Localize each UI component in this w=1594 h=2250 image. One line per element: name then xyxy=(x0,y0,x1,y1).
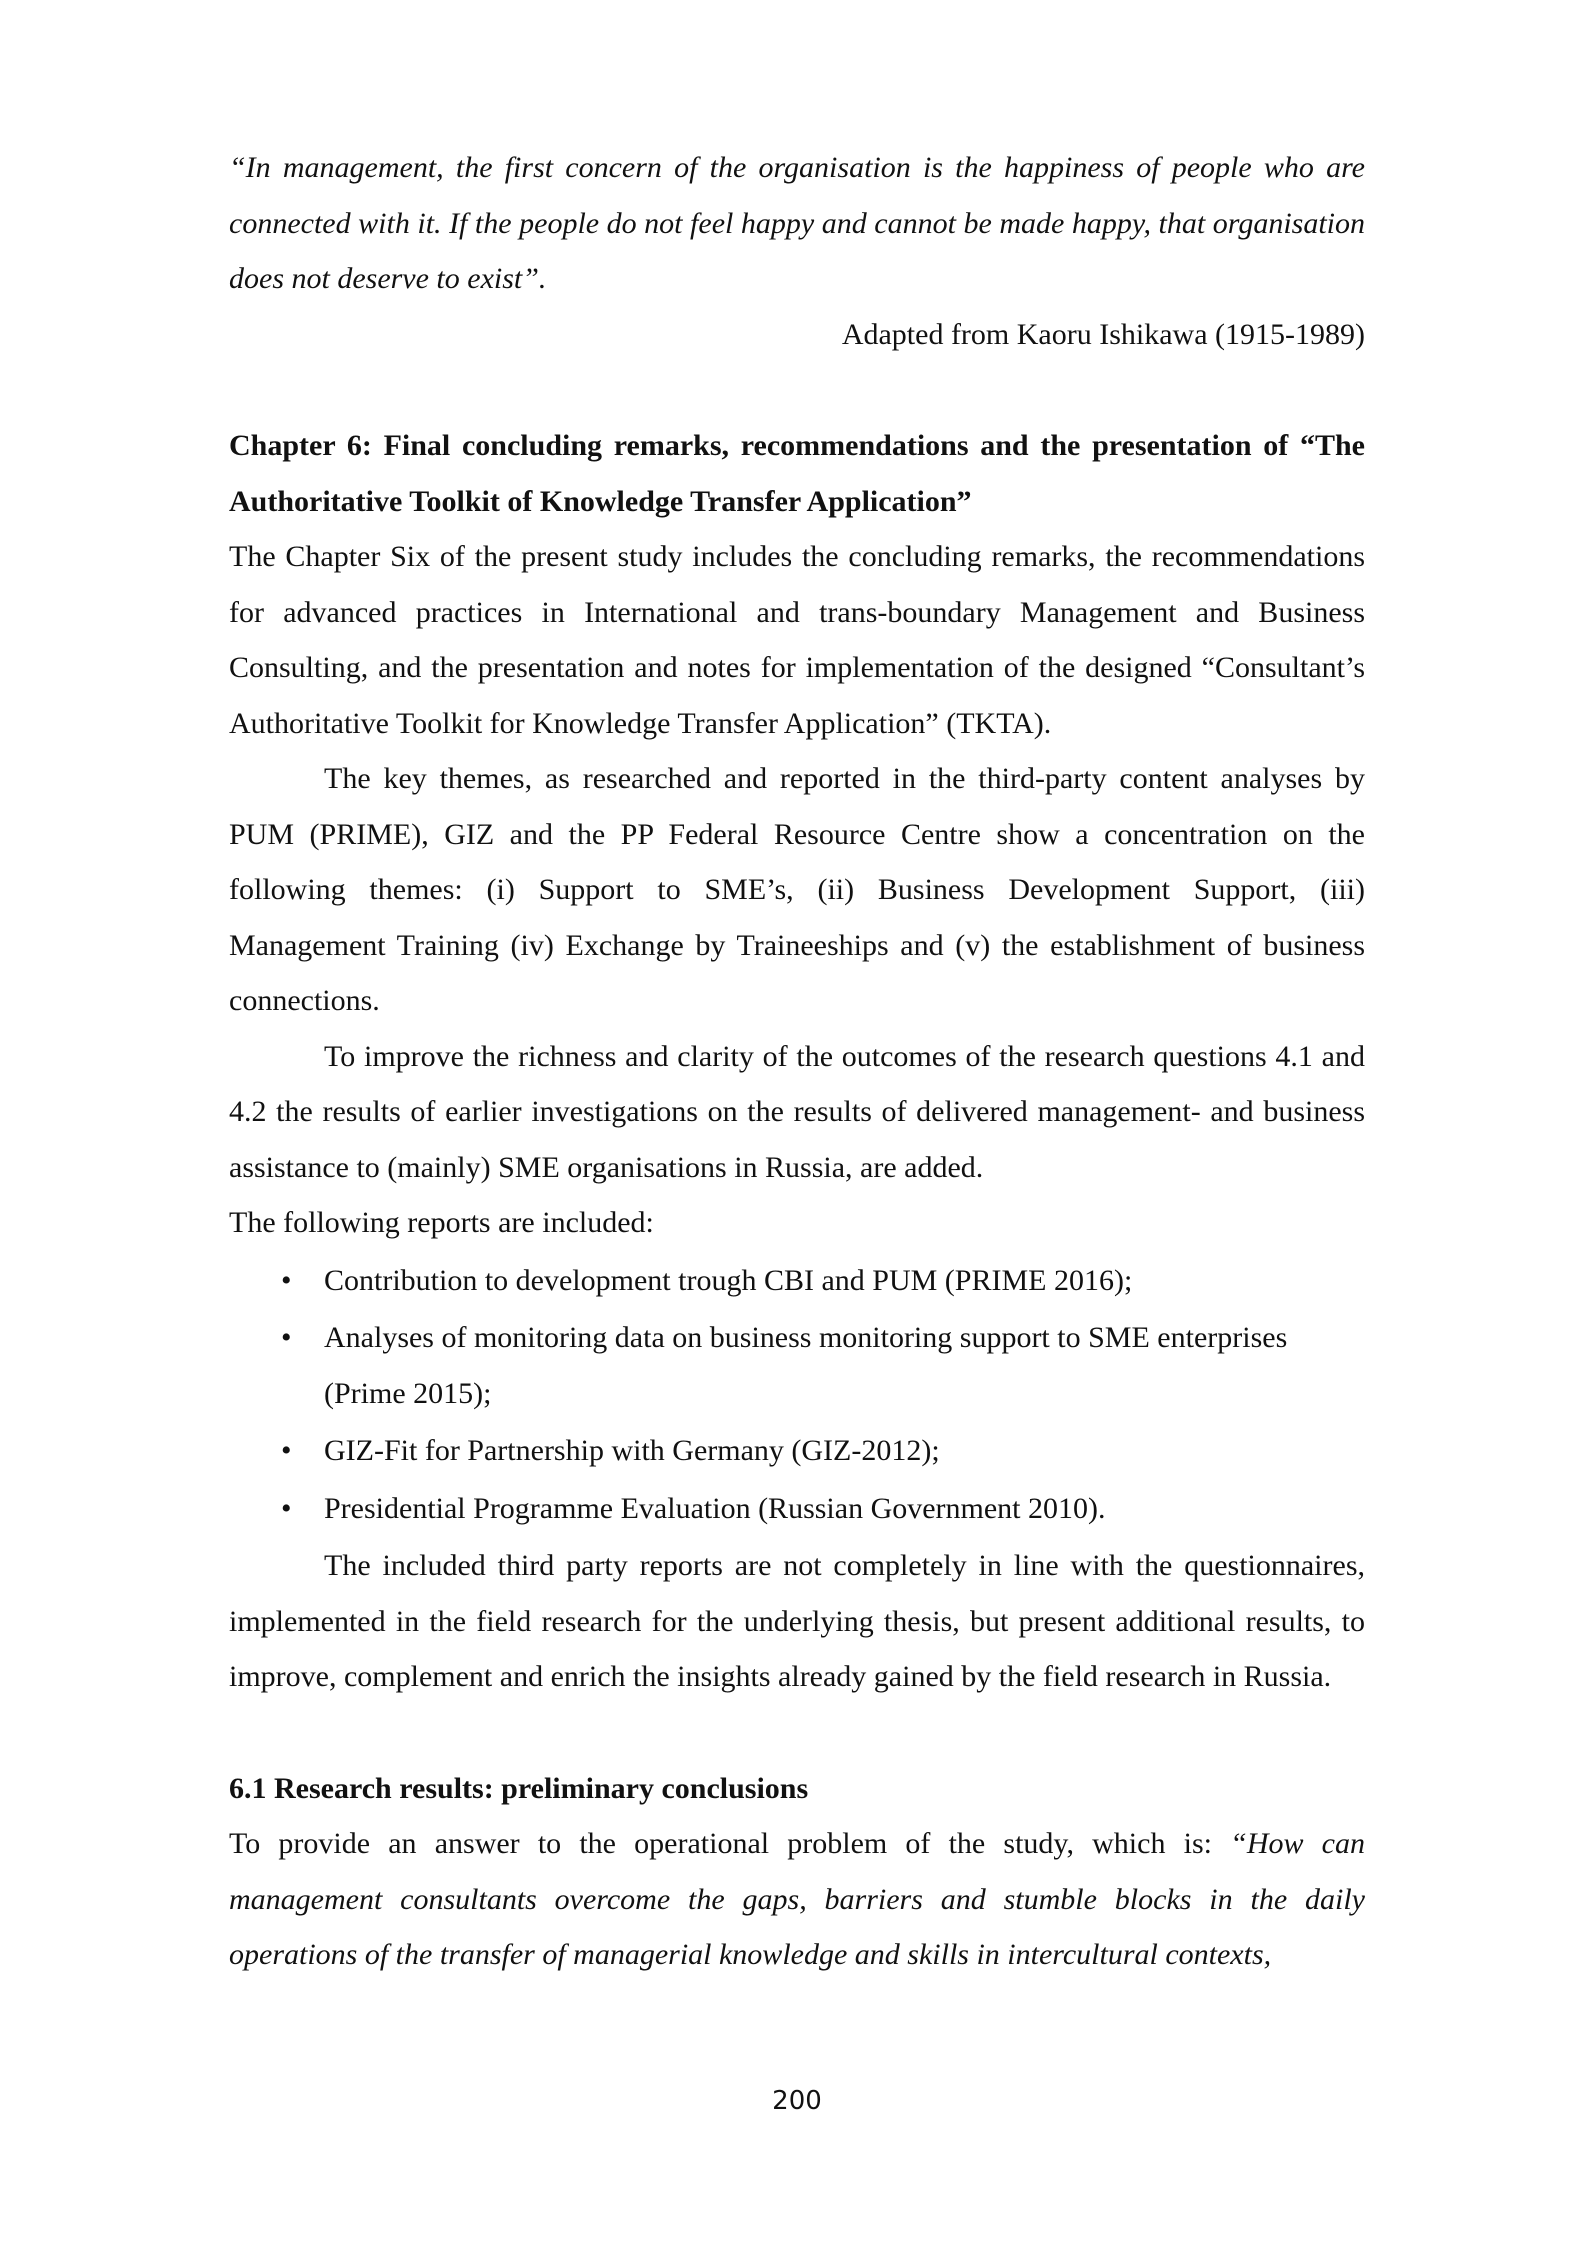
bullet-icon: • xyxy=(281,1263,292,1297)
report-item-text: Contribution to development trough CBI and PUM (PRIME 2016); xyxy=(324,1263,1133,1297)
list-item xyxy=(229,1423,1365,1479)
bullet-icon: • xyxy=(281,1434,292,1467)
list-item xyxy=(229,1481,1365,1537)
document-page xyxy=(229,140,1365,1983)
reports-list xyxy=(229,1253,1365,1537)
closing-paragraph: The included third party reports are not completely in line with the questionnaires, implemented in the field research for the underlying thesis, but present additional results, to improve, complement and enrich the insights already gained by the field research in Russia. xyxy=(229,1549,1365,1693)
key-themes-paragraph: The key themes, as researched and reported in the third-party content analyses by PUM (PRIME), GIZ and the PP Federal Resource Centre show a concentration on the following themes: (i) Support to SME’s, (ii) Business Development Support, (iii) Management Training (iv) Exchange by Traineeships and (v) the establishment of business connections. xyxy=(229,762,1365,1017)
section-paragraph xyxy=(229,1816,1365,1983)
section-text-lead: To provide an answer to the operational problem of the study, which is: xyxy=(229,1827,1231,1860)
section-text-italic: “How can management consultants overcome the gaps, barriers and stumble blocks in the daily operations of the transfer of managerial knowledge and skills in intercultural contexts, xyxy=(229,1827,1365,1971)
page-number: 200 xyxy=(772,2086,822,2116)
report-item-text: Analyses of monitoring data on business monitoring support to SME enterprises (Prime 2015); xyxy=(324,1321,1288,1410)
reports-intro: The following reports are included: xyxy=(229,1206,654,1239)
report-item-text: Presidential Programme Evaluation (Russian Government 2010). xyxy=(324,1491,1106,1525)
epigraph-quote: “In management, the first concern of the organisation is the happiness of people who are connected with it. If the people do not feel happy and cannot be made happy, that organisation does not deserve to exist”. xyxy=(229,151,1365,295)
epigraph-attribution: Adapted from Kaoru Ishikawa (1915-1989) xyxy=(841,317,1365,351)
section-heading: 6.1 Research results: preliminary conclusions xyxy=(229,1771,809,1805)
list-item xyxy=(229,1253,1365,1309)
bullet-icon: • xyxy=(281,1321,292,1354)
bullet-icon: • xyxy=(281,1491,292,1525)
report-item-text: GIZ-Fit for Partnership with Germany (GIZ-2012); xyxy=(324,1434,940,1467)
chapter-intro-paragraph: The Chapter Six of the present study includes the concluding remarks, the recommendations for advanced practices in International and trans-boundary Management and Business Consulting, and the presentation and notes for implementation of the designed “Consultant’s Authoritative Toolkit for Knowledge Transfer Application” (TKTA). xyxy=(229,540,1365,740)
list-item xyxy=(229,1310,1365,1421)
richness-paragraph: To improve the richness and clarity of the outcomes of the research questions 4.1 and 4.2 the results of earlier investigations on the results of delivered management- and business assistance to (mainly) SME organisations in Russia, are added. xyxy=(229,1039,1365,1184)
chapter-heading: Chapter 6: Final concluding remarks, recommendations and the presentation of “The Authoritative Toolkit of Knowledge Transfer Application” xyxy=(229,429,1365,518)
